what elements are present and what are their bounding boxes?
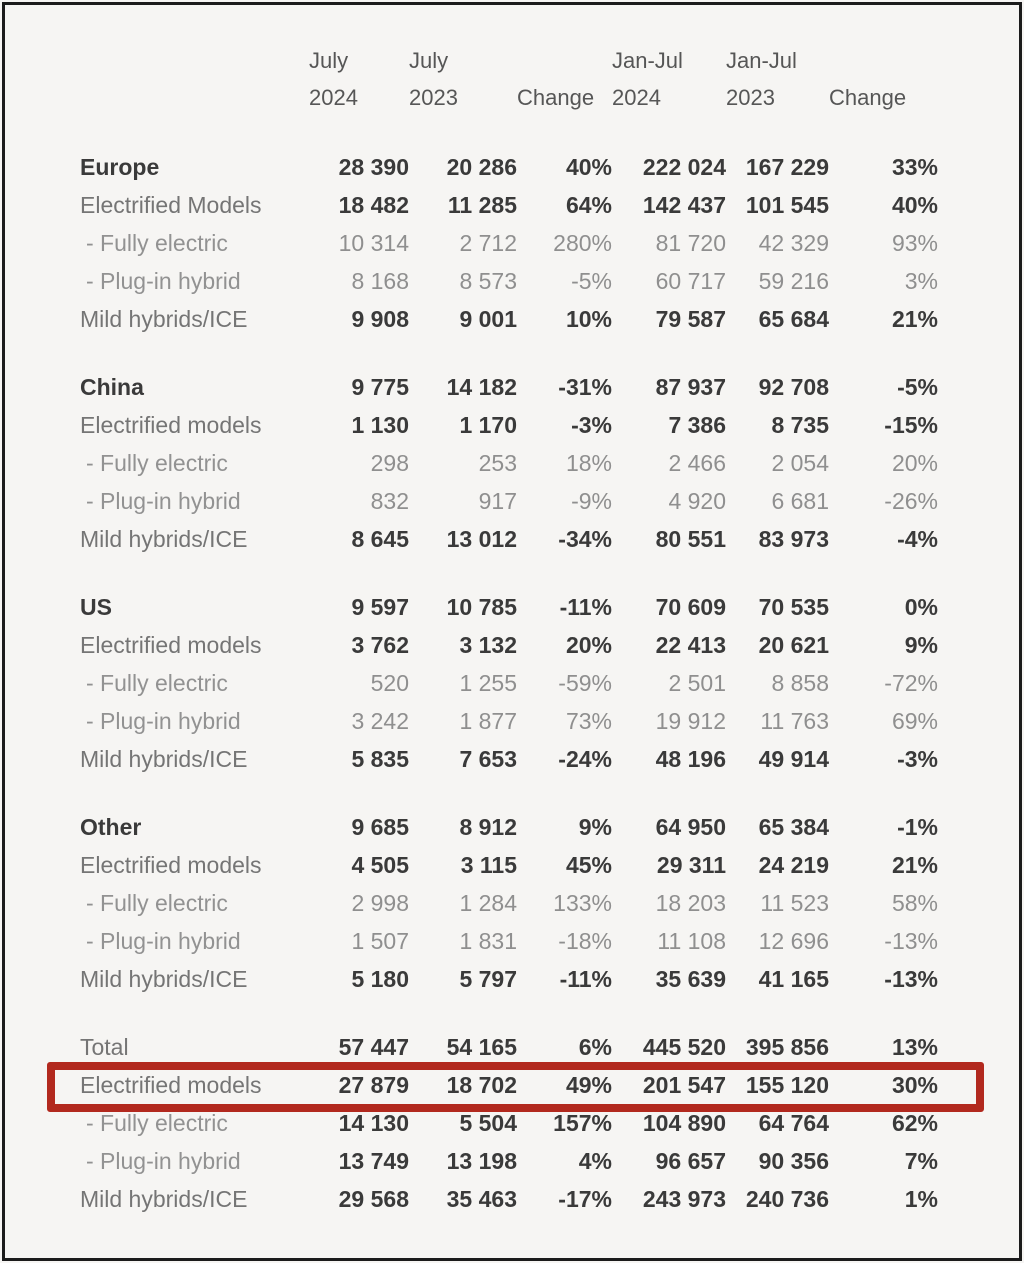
cell-janjul-2023: 12 696	[758, 928, 829, 954]
header-janjul-2023-line2: 2023	[726, 85, 775, 110]
cell-change-ytd: -13%	[884, 928, 938, 954]
table-row	[80, 626, 938, 664]
cell-janjul-2024: 11 108	[657, 928, 726, 954]
header-jul-2024-line1: July	[309, 48, 349, 73]
cell-jul-2024: 2 998	[351, 890, 409, 916]
cell-jul-2023: 2 712	[459, 230, 517, 256]
table-row	[80, 300, 938, 338]
cell-change-month: 45%	[565, 852, 612, 878]
cell-change-month: -11%	[559, 966, 612, 992]
cell-janjul-2024: 7 386	[668, 412, 726, 438]
cell-change-ytd: -26%	[884, 488, 938, 514]
cell-janjul-2024: 104 890	[642, 1110, 726, 1136]
header-jul-2023-line2: 2023	[409, 85, 458, 110]
cell-janjul-2023: 2 054	[771, 450, 829, 476]
cell-janjul-2023: 92 708	[758, 374, 829, 400]
cell-change-ytd: 21%	[891, 852, 938, 878]
cell-janjul-2023: 42 329	[758, 230, 829, 256]
section-us	[80, 588, 938, 778]
row-label: Electrified models	[80, 632, 262, 658]
cell-jul-2023: 1 255	[459, 670, 517, 696]
cell-jul-2023: 20 286	[446, 154, 517, 180]
table-row	[80, 1180, 938, 1218]
table-row	[80, 1028, 938, 1066]
cell-change-ytd: -1%	[897, 814, 938, 840]
cell-janjul-2023: 11 523	[760, 890, 829, 916]
cell-change-month: 10%	[565, 306, 612, 332]
cell-jul-2023: 253	[478, 450, 517, 476]
cell-change-month: 4%	[578, 1148, 612, 1174]
cell-jul-2024: 13 749	[338, 1148, 409, 1174]
cell-change-ytd: 20%	[891, 450, 938, 476]
cell-change-month: 73%	[565, 708, 612, 734]
cell-jul-2023: 7 653	[459, 746, 517, 772]
cell-janjul-2023: 240 736	[745, 1186, 829, 1212]
cell-change-month: -34%	[558, 526, 612, 552]
row-label: Mild hybrids/ICE	[80, 966, 248, 992]
cell-jul-2024: 3 762	[351, 632, 409, 658]
cell-change-ytd: 40%	[891, 192, 938, 218]
cell-janjul-2023: 70 535	[758, 594, 829, 620]
cell-janjul-2024: 18 203	[655, 890, 726, 916]
cell-janjul-2024: 4 920	[668, 488, 726, 514]
row-label: Mild hybrids/ICE	[80, 1186, 248, 1212]
cell-change-ytd: 7%	[904, 1148, 938, 1174]
cell-jul-2024: 8 168	[351, 268, 409, 294]
cell-change-ytd: -72%	[884, 670, 938, 696]
cell-janjul-2023: 167 229	[745, 154, 829, 180]
cell-jul-2023: 54 165	[446, 1034, 517, 1060]
cell-change-ytd: 58%	[891, 890, 938, 916]
cell-change-month: 64%	[565, 192, 612, 218]
table-row	[80, 664, 938, 702]
cell-change-ytd: 30%	[891, 1072, 938, 1098]
header-jul-2024-line2: 2024	[309, 85, 358, 110]
cell-jul-2024: 9 597	[351, 594, 409, 620]
cell-change-month: 6%	[578, 1034, 612, 1060]
cell-janjul-2024: 445 520	[642, 1034, 726, 1060]
row-label: - Fully electric	[86, 230, 228, 256]
table-row	[80, 1142, 938, 1180]
cell-change-ytd: 93%	[891, 230, 938, 256]
cell-change-month: -11%	[559, 594, 612, 620]
cell-jul-2023: 18 702	[446, 1072, 517, 1098]
cell-jul-2023: 35 463	[446, 1186, 517, 1212]
header-jul-2023-line1: July	[409, 48, 449, 73]
cell-janjul-2023: 24 219	[758, 852, 829, 878]
cell-change-month: 133%	[553, 890, 612, 916]
cell-jul-2024: 27 879	[338, 1072, 409, 1098]
header-spacer	[80, 79, 309, 116]
cell-janjul-2024: 142 437	[642, 192, 726, 218]
row-label: Electrified models	[80, 852, 262, 878]
table-row	[80, 808, 938, 846]
cell-janjul-2023: 8 735	[771, 412, 829, 438]
cell-janjul-2024: 201 547	[642, 1072, 726, 1098]
cell-change-ytd: 0%	[904, 594, 938, 620]
cell-change-month: 40%	[565, 154, 612, 180]
cell-janjul-2023: 155 120	[745, 1072, 829, 1098]
cell-jul-2024: 1 130	[351, 412, 409, 438]
cell-change-ytd: -15%	[884, 412, 938, 438]
row-label: Mild hybrids/ICE	[80, 306, 248, 332]
section-europe	[80, 148, 938, 338]
cell-jul-2024: 5 835	[351, 746, 409, 772]
cell-jul-2024: 8 645	[351, 526, 409, 552]
section-other	[80, 808, 938, 998]
row-label: Electrified models	[80, 1072, 262, 1098]
cell-change-ytd: 21%	[891, 306, 938, 332]
table-row	[80, 368, 938, 406]
row-label: - Plug-in hybrid	[86, 708, 241, 734]
cell-janjul-2024: 243 973	[642, 1186, 726, 1212]
cell-jul-2024: 520	[370, 670, 409, 696]
cell-change-ytd: 3%	[904, 268, 938, 294]
cell-janjul-2024: 64 950	[655, 814, 726, 840]
cell-jul-2024: 9 775	[351, 374, 409, 400]
cell-janjul-2023: 101 545	[745, 192, 829, 218]
table-row-highlighted	[80, 1066, 938, 1104]
cell-jul-2024: 5 180	[351, 966, 409, 992]
cell-change-month: -9%	[571, 488, 612, 514]
cell-janjul-2024: 2 466	[668, 450, 726, 476]
cell-change-month: -18%	[558, 928, 612, 954]
cell-change-ytd: 62%	[891, 1110, 938, 1136]
cell-jul-2024: 29 568	[338, 1186, 409, 1212]
cell-jul-2024: 57 447	[338, 1034, 409, 1060]
cell-jul-2024: 9 908	[351, 306, 409, 332]
cell-jul-2023: 14 182	[446, 374, 517, 400]
table-row	[80, 702, 938, 740]
row-label: Mild hybrids/ICE	[80, 746, 248, 772]
row-label: Total	[80, 1034, 129, 1060]
cell-janjul-2023: 59 216	[758, 268, 829, 294]
table-body	[80, 148, 938, 1218]
cell-janjul-2023: 83 973	[758, 526, 829, 552]
row-label: - Fully electric	[86, 670, 228, 696]
cell-janjul-2024: 29 311	[656, 852, 726, 878]
table-row	[80, 884, 938, 922]
cell-jul-2024: 9 685	[351, 814, 409, 840]
cell-janjul-2023: 8 858	[771, 670, 829, 696]
table-row	[80, 588, 938, 626]
row-label: Electrified Models	[80, 192, 262, 218]
header-spacer	[80, 42, 309, 79]
table-header-line2	[80, 79, 938, 116]
row-label: - Plug-in hybrid	[86, 488, 241, 514]
cell-janjul-2024: 2 501	[668, 670, 726, 696]
cell-change-month: -5%	[571, 268, 612, 294]
table-row	[80, 520, 938, 558]
cell-change-ytd: -5%	[897, 374, 938, 400]
cell-jul-2023: 11 285	[447, 192, 517, 218]
table-row	[80, 740, 938, 778]
row-label: - Fully electric	[86, 450, 228, 476]
row-label: US	[80, 594, 112, 620]
cell-jul-2023: 9 001	[459, 306, 517, 332]
table-row	[80, 846, 938, 884]
cell-change-ytd: 9%	[904, 632, 938, 658]
table-row	[80, 960, 938, 998]
cell-jul-2024: 14 130	[338, 1110, 409, 1136]
cell-jul-2023: 3 115	[460, 852, 517, 878]
cell-janjul-2023: 11 763	[760, 708, 829, 734]
cell-change-month: -31%	[558, 374, 612, 400]
cell-change-month: 157%	[553, 1110, 612, 1136]
report-table	[80, 42, 938, 1218]
table-header-line1	[80, 42, 938, 79]
cell-janjul-2024: 19 912	[655, 708, 726, 734]
table-row	[80, 186, 938, 224]
row-label: Mild hybrids/ICE	[80, 526, 248, 552]
cell-jul-2024: 28 390	[338, 154, 409, 180]
row-label: - Plug-in hybrid	[86, 268, 241, 294]
cell-janjul-2023: 49 914	[758, 746, 829, 772]
cell-janjul-2024: 60 717	[655, 268, 726, 294]
header-change-month-line2: Change	[517, 85, 595, 110]
table-row	[80, 444, 938, 482]
cell-jul-2024: 3 242	[351, 708, 409, 734]
cell-jul-2024: 4 505	[351, 852, 409, 878]
cell-jul-2023: 5 797	[459, 966, 517, 992]
cell-change-ytd: 1%	[904, 1186, 938, 1212]
cell-jul-2024: 10 314	[338, 230, 409, 256]
cell-jul-2023: 3 132	[459, 632, 517, 658]
cell-janjul-2023: 41 165	[758, 966, 829, 992]
row-label: - Plug-in hybrid	[86, 928, 241, 954]
cell-jul-2023: 1 284	[459, 890, 517, 916]
cell-janjul-2023: 20 621	[758, 632, 829, 658]
header-janjul-2024-line1: Jan-Jul	[612, 48, 683, 73]
row-label: Other	[80, 814, 142, 840]
cell-janjul-2023: 65 384	[758, 814, 829, 840]
table-row	[80, 922, 938, 960]
header-janjul-2024-line2: 2024	[612, 85, 661, 110]
row-label: - Fully electric	[86, 1110, 228, 1136]
cell-change-month: 9%	[578, 814, 612, 840]
cell-janjul-2024: 35 639	[655, 966, 726, 992]
row-label: Electrified models	[80, 412, 262, 438]
table-row	[80, 262, 938, 300]
cell-jul-2023: 13 012	[446, 526, 517, 552]
cell-jul-2023: 1 831	[459, 928, 517, 954]
header-change-month-line1	[517, 42, 612, 79]
table-row	[80, 148, 938, 186]
cell-change-ytd: 33%	[891, 154, 938, 180]
cell-jul-2023: 1 170	[459, 412, 517, 438]
header-change-ytd-line2: Change	[829, 85, 907, 110]
cell-jul-2024: 298	[370, 450, 409, 476]
section-total	[80, 1028, 938, 1218]
table-row	[80, 224, 938, 262]
cell-jul-2023: 5 504	[459, 1110, 517, 1136]
cell-janjul-2023: 64 764	[758, 1110, 829, 1136]
cell-jul-2023: 8 573	[459, 268, 517, 294]
table-row	[80, 482, 938, 520]
cell-jul-2023: 1 877	[459, 708, 517, 734]
cell-change-month: -24%	[558, 746, 612, 772]
cell-janjul-2024: 81 720	[655, 230, 726, 256]
cell-change-ytd: -3%	[897, 746, 938, 772]
cell-change-ytd: -4%	[897, 526, 938, 552]
row-label: Europe	[80, 154, 160, 180]
cell-change-month: 280%	[553, 230, 612, 256]
cell-jul-2023: 13 198	[446, 1148, 517, 1174]
cell-janjul-2024: 96 657	[655, 1148, 726, 1174]
cell-janjul-2024: 22 413	[655, 632, 726, 658]
cell-jul-2024: 18 482	[338, 192, 409, 218]
cell-janjul-2024: 48 196	[655, 746, 726, 772]
cell-janjul-2023: 6 681	[771, 488, 829, 514]
cell-jul-2024: 1 507	[351, 928, 409, 954]
cell-janjul-2024: 222 024	[642, 154, 726, 180]
cell-change-month: -17%	[558, 1186, 612, 1212]
cell-janjul-2023: 90 356	[758, 1148, 829, 1174]
header-janjul-2023-line1: Jan-Jul	[726, 48, 797, 73]
cell-change-ytd: 13%	[891, 1034, 938, 1060]
cell-change-month: -3%	[571, 412, 612, 438]
cell-janjul-2023: 395 856	[745, 1034, 829, 1060]
header-change-ytd-line1	[829, 42, 938, 79]
cell-change-month: -59%	[558, 670, 612, 696]
cell-janjul-2023: 65 684	[758, 306, 829, 332]
section-china	[80, 368, 938, 558]
cell-change-month: 20%	[565, 632, 612, 658]
row-label: - Plug-in hybrid	[86, 1148, 241, 1174]
cell-change-month: 18%	[565, 450, 612, 476]
cell-janjul-2024: 80 551	[655, 526, 726, 552]
cell-jul-2023: 10 785	[446, 594, 517, 620]
cell-janjul-2024: 70 609	[655, 594, 726, 620]
cell-jul-2023: 8 912	[459, 814, 517, 840]
cell-jul-2024: 832	[370, 488, 409, 514]
row-label: - Fully electric	[86, 890, 228, 916]
cell-jul-2023: 917	[478, 488, 517, 514]
table-row	[80, 1104, 938, 1142]
cell-janjul-2024: 79 587	[655, 306, 726, 332]
cell-janjul-2024: 87 937	[655, 374, 726, 400]
cell-change-month: 49%	[565, 1072, 612, 1098]
cell-change-ytd: 69%	[891, 708, 938, 734]
table-row	[80, 406, 938, 444]
cell-change-ytd: -13%	[884, 966, 938, 992]
row-label: China	[80, 374, 144, 400]
